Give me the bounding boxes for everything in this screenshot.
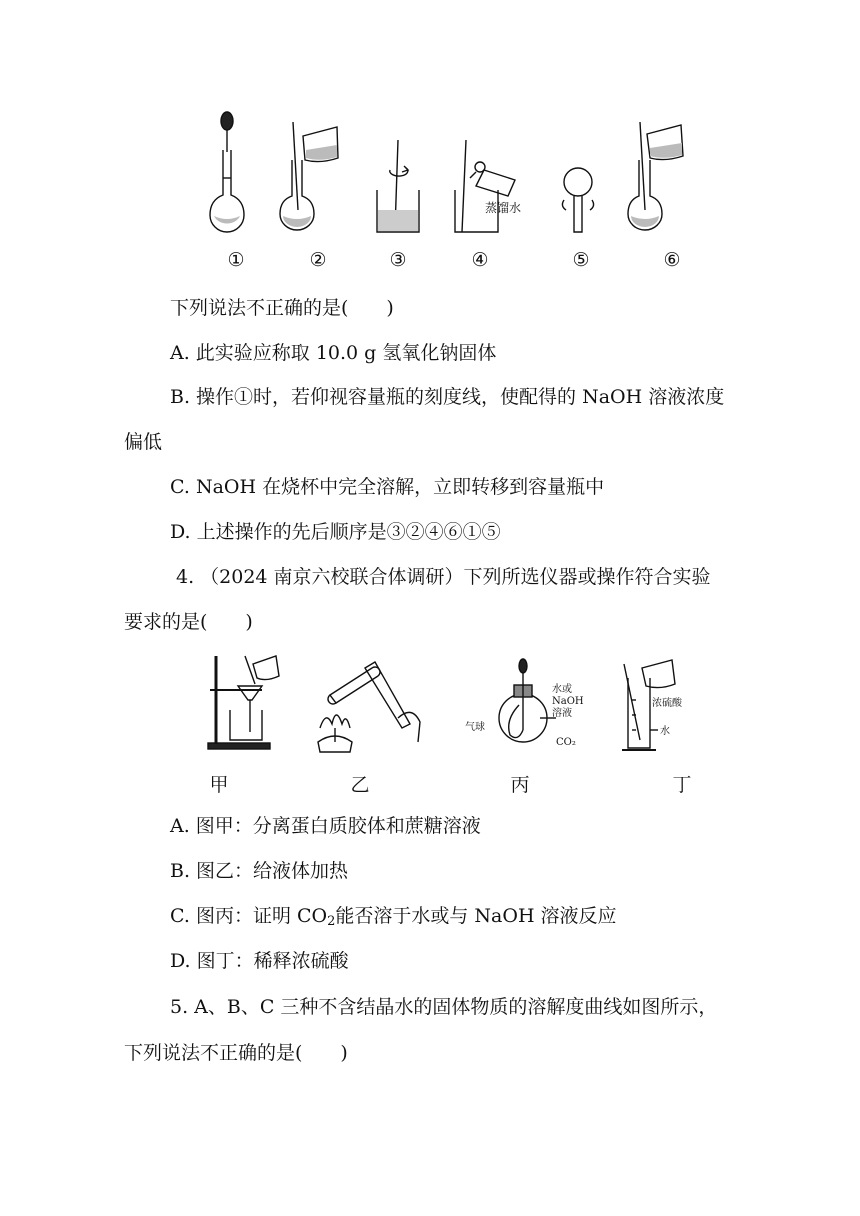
fig-label-ding: 丁 bbox=[672, 774, 692, 796]
q5-stem-line2: 下列说法不正确的是( ) bbox=[124, 1042, 348, 1064]
bing-flask-balloon-icon bbox=[499, 659, 556, 742]
bing-solution-label: 溶液 bbox=[552, 708, 572, 719]
q3-option-a: A. 此实验应称取 10.0 g 氢氧化钠固体 bbox=[170, 342, 497, 364]
q4-option-c bbox=[170, 902, 617, 930]
q4-option-b: B. 图乙：给液体加热 bbox=[170, 860, 349, 882]
q4-option-a: A. 图甲：分离蛋白质胶体和蔗糖溶液 bbox=[170, 815, 481, 837]
q4-stem-line1: 4. （2024 南京六校联合体调研）下列所选仪器或操作符合实验 bbox=[176, 566, 711, 588]
q4-stem-line2: 要求的是( ) bbox=[124, 611, 253, 633]
op-label-2: ② bbox=[309, 249, 327, 271]
bing-balloon-label: 气球 bbox=[465, 722, 485, 733]
fig-label-bing: 丙 bbox=[510, 774, 530, 796]
operations-figure bbox=[0, 0, 860, 250]
q4-option-d: D. 图丁：稀释浓硫酸 bbox=[170, 950, 349, 972]
q3-option-b-line1: B. 操作①时，若仰视容量瓶的刻度线，使配得的 NaOH 溶液浓度 bbox=[170, 386, 725, 408]
op2-pour-flask-icon bbox=[280, 122, 338, 230]
q3-option-c: C. NaOH 在烧杯中完全溶解，立即转移到容量瓶中 bbox=[170, 476, 605, 498]
distilled-water-label: 蒸馏水 bbox=[485, 201, 522, 215]
q4-option-c-sub: 2 bbox=[327, 914, 336, 929]
bing-water-or-label: 水或 bbox=[552, 684, 572, 695]
op4-wash-bottle-icon bbox=[455, 140, 515, 232]
apparatus-figure bbox=[0, 650, 860, 780]
bing-naoh-label: NaOH bbox=[552, 696, 584, 707]
q4-option-c-prefix: C. 图丙：证明 CO bbox=[170, 905, 328, 927]
ding-acid-label: 浓硫酸 bbox=[652, 698, 682, 709]
op6-pour-flask-icon bbox=[628, 122, 683, 230]
ding-water-label: 水 bbox=[660, 726, 670, 737]
fig-label-yi: 乙 bbox=[350, 774, 370, 796]
op-label-4: ④ bbox=[471, 249, 489, 271]
q5-stem-line1: 5. A、B、C 三种不含结晶水的固体物质的溶解度曲线如图所示， bbox=[170, 996, 718, 1018]
op-label-3: ③ bbox=[389, 249, 407, 271]
jia-filtration-icon bbox=[208, 656, 279, 749]
op5-invert-flask-icon bbox=[562, 168, 593, 232]
bing-co2-label: CO₂ bbox=[556, 737, 576, 748]
op-label-6: ⑥ bbox=[663, 249, 681, 271]
q3-option-b-line2: 偏低 bbox=[124, 431, 163, 453]
op-label-5: ⑤ bbox=[572, 249, 590, 271]
fig-label-jia: 甲 bbox=[209, 774, 229, 796]
op-label-1: ① bbox=[227, 249, 245, 271]
q4-option-c-suffix: 能否溶于水或与 NaOH 溶液反应 bbox=[335, 905, 617, 927]
q3-question: 下列说法不正确的是( ) bbox=[170, 297, 394, 319]
op3-stir-beaker-icon bbox=[377, 140, 419, 232]
q3-option-d: D. 上述操作的先后顺序是③②④⑥①⑤ bbox=[170, 521, 501, 543]
op1-dropper-flask-icon bbox=[210, 112, 244, 232]
yi-heat-tube-icon bbox=[318, 662, 420, 752]
